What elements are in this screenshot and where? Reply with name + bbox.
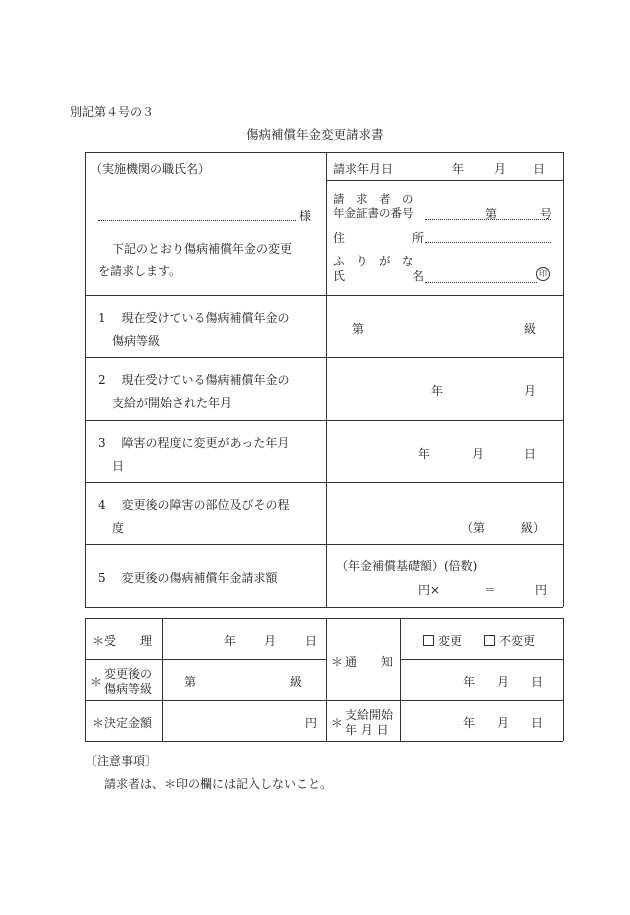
row2-label-line1: 2 現在受けている傷病補償年金の bbox=[98, 373, 290, 387]
claimant-label-line2: 年金証書の番号 bbox=[333, 206, 414, 220]
row3-year[interactable]: 年 bbox=[418, 447, 431, 461]
name-line[interactable] bbox=[425, 282, 537, 283]
row4-grade-open[interactable]: （第 bbox=[461, 521, 486, 535]
notice-label: 通 知 bbox=[345, 655, 394, 669]
row2-label-line2: 支給が開始された年月 bbox=[112, 396, 233, 410]
start-year[interactable]: 年 bbox=[463, 716, 476, 730]
row2-month[interactable]: 月 bbox=[524, 384, 537, 398]
row1-kyu[interactable]: 級 bbox=[524, 322, 537, 336]
name-label-right: 名 bbox=[412, 269, 425, 283]
start-star: ＊ bbox=[331, 716, 344, 730]
row3-month[interactable]: 月 bbox=[472, 447, 485, 461]
row1-dai[interactable]: 第 bbox=[352, 322, 365, 336]
row5-header: （年金補償基礎額）(倍数) bbox=[336, 559, 478, 573]
notes-body: 請求者は、＊印の欄には記入しないこと。 bbox=[104, 777, 333, 791]
date-month[interactable]: 月 bbox=[494, 162, 507, 176]
row5-yen[interactable]: 円 bbox=[535, 583, 548, 597]
request-text-line2: を請求します。 bbox=[98, 264, 182, 278]
notice-year[interactable]: 年 bbox=[463, 675, 476, 689]
furigana-label: ふ り が な bbox=[333, 254, 414, 268]
form-number: 別記第４号の３ bbox=[70, 105, 155, 119]
start-label-line2: 年 月 日 bbox=[345, 723, 389, 737]
form-title: 傷病補償年金変更請求書 bbox=[246, 127, 384, 142]
grade-dai[interactable]: 第 bbox=[184, 675, 197, 689]
start-day[interactable]: 日 bbox=[531, 716, 544, 730]
nochange-label: 不変更 bbox=[499, 634, 536, 648]
notice-month[interactable]: 月 bbox=[497, 675, 510, 689]
seal-icon: 印 bbox=[536, 267, 550, 281]
amount-yen[interactable]: 円 bbox=[305, 716, 318, 730]
number-go: 号 bbox=[540, 207, 553, 221]
name-label-left: 氏 bbox=[333, 269, 346, 283]
number-dai: 第 bbox=[485, 207, 498, 221]
date-year[interactable]: 年 bbox=[452, 162, 465, 176]
row1-label-line2: 傷病等級 bbox=[112, 334, 161, 348]
amount-label: ＊決定金額 bbox=[92, 716, 153, 730]
row2-year[interactable]: 年 bbox=[431, 384, 444, 398]
receipt-month[interactable]: 月 bbox=[264, 634, 277, 648]
change-label: 変更 bbox=[438, 634, 463, 648]
row3-label-line2: 日 bbox=[112, 459, 125, 473]
request-text-line1: 下記のとおり傷病補償年金の変更 bbox=[112, 242, 293, 256]
row5-yen-times[interactable]: 円× bbox=[418, 583, 441, 597]
address-label: 住 bbox=[333, 231, 346, 245]
row3-day[interactable]: 日 bbox=[524, 447, 537, 461]
address-label-2: 所 bbox=[412, 231, 425, 245]
row1-label-line1: 1 現在受けている傷病補償年金の bbox=[98, 311, 290, 325]
start-month[interactable]: 月 bbox=[497, 716, 510, 730]
date-day[interactable]: 日 bbox=[533, 162, 546, 176]
start-label-line1: 支給開始 bbox=[345, 708, 394, 722]
agency-label: （実施機関の職氏名） bbox=[90, 162, 211, 176]
agency-name-line[interactable] bbox=[98, 220, 296, 221]
receipt-label: ＊受 理 bbox=[92, 634, 153, 648]
change-checkbox[interactable] bbox=[423, 635, 434, 646]
grade-star: ＊ bbox=[90, 675, 103, 689]
row4-label-line1: 4 変更後の障害の部位及びその程 bbox=[98, 498, 290, 512]
row3-label-line1: 3 障害の程度に変更があった年月 bbox=[98, 436, 290, 450]
receipt-year[interactable]: 年 bbox=[224, 634, 237, 648]
notice-star: ＊ bbox=[331, 655, 344, 669]
row5-equals: ＝ bbox=[484, 583, 497, 597]
nochange-option[interactable] bbox=[484, 632, 535, 649]
row4-label-line2: 度 bbox=[112, 521, 125, 535]
grade-label-line1: 変更後の bbox=[104, 667, 153, 681]
grade-kyu[interactable]: 級 bbox=[290, 675, 303, 689]
grade-label-line2: 傷病等級 bbox=[104, 682, 153, 696]
claimant-label-line1: 請 求 者 の bbox=[333, 192, 414, 206]
date-label: 請求年月日 bbox=[333, 162, 394, 176]
row4-grade-close[interactable]: 級） bbox=[521, 521, 546, 535]
notice-day[interactable]: 日 bbox=[531, 675, 544, 689]
nochange-checkbox[interactable] bbox=[484, 635, 495, 646]
notes-heading: 〔注意事項〕 bbox=[85, 754, 158, 768]
change-option[interactable] bbox=[423, 632, 462, 649]
address-line[interactable] bbox=[425, 242, 551, 243]
honorific: 様 bbox=[299, 209, 312, 223]
receipt-day[interactable]: 日 bbox=[305, 634, 318, 648]
row5-label: 5 変更後の傷病補償年金請求額 bbox=[98, 571, 278, 585]
